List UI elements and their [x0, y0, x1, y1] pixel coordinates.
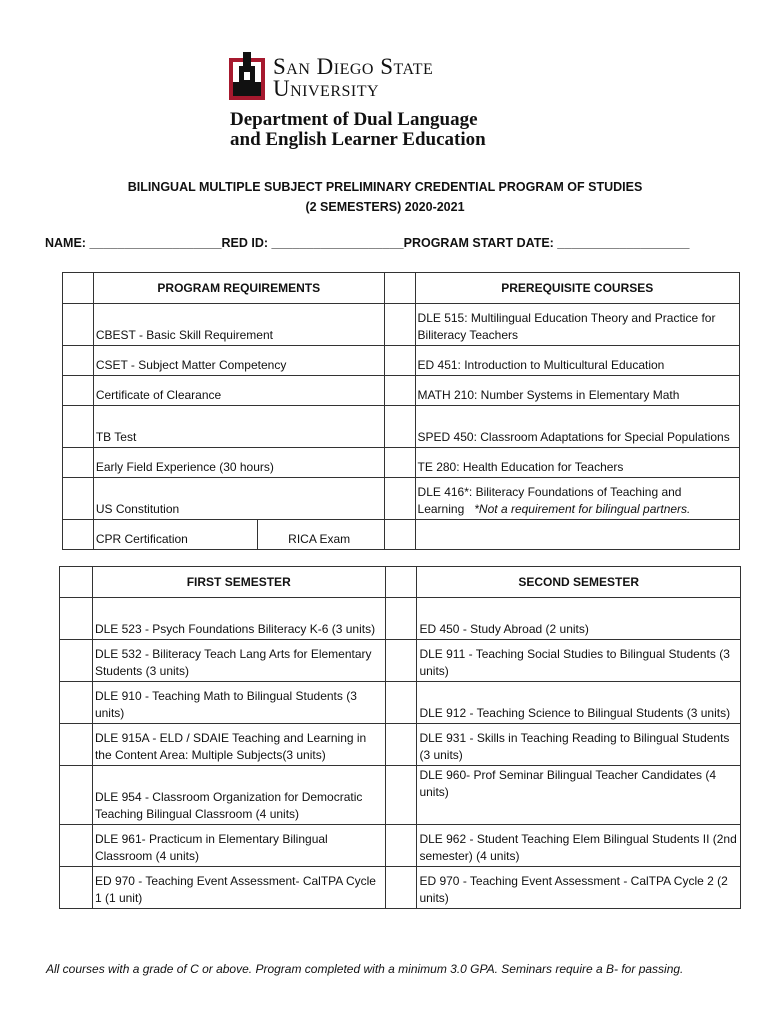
check-cell[interactable]	[63, 406, 94, 448]
first-semester-course: DLE 523 - Psych Foundations Biliteracy K-6 (3 units)	[92, 598, 385, 640]
table-row	[60, 867, 741, 909]
check-cell[interactable]	[385, 825, 417, 867]
check-cell[interactable]	[63, 520, 94, 550]
doc-title-line2: (2 SEMESTERS) 2020-2021	[305, 200, 465, 214]
second-semester-course: DLE 912 - Teaching Science to Bilingual Students (3 units)	[417, 682, 741, 724]
check-cell[interactable]	[63, 376, 94, 406]
check-cell[interactable]	[63, 273, 94, 304]
check-cell[interactable]	[60, 867, 93, 909]
doc-title-line1: BILINGUAL MULTIPLE SUBJECT PRELIMINARY CREDENTIAL PROGRAM OF STUDIES	[127, 180, 643, 194]
course-cell: ED 451: Introduction to Multicultural Education	[415, 346, 739, 376]
check-cell[interactable]	[384, 304, 415, 346]
prerequisite-courses-header: PREREQUISITE COURSES	[415, 273, 739, 304]
check-cell[interactable]	[60, 567, 93, 598]
check-cell[interactable]	[384, 273, 415, 304]
requirement-cell: CPR Certification	[93, 520, 257, 550]
check-cell[interactable]	[385, 724, 417, 766]
table-row	[63, 478, 740, 520]
dept-line1: Department of Dual Language	[230, 109, 478, 130]
check-cell[interactable]	[60, 724, 93, 766]
check-cell[interactable]	[385, 598, 417, 640]
table-row	[63, 346, 740, 376]
first-semester-course: DLE 532 - Biliteracy Teach Lang Arts for Elementary Students (3 units)	[92, 640, 385, 682]
second-semester-course: ED 450 - Study Abroad (2 units)	[417, 598, 741, 640]
check-cell[interactable]	[63, 346, 94, 376]
sdsu-logo-icon	[229, 52, 265, 100]
second-semester-header: SECOND SEMESTER	[417, 567, 741, 598]
table-row	[60, 825, 741, 867]
check-cell[interactable]	[385, 766, 417, 825]
second-semester-course: DLE 911 - Teaching Social Studies to Bilingual Students (3 units)	[417, 640, 741, 682]
check-cell[interactable]	[384, 520, 415, 550]
university-line2: University	[273, 76, 380, 101]
requirement-cell: Certificate of Clearance	[93, 376, 384, 406]
first-semester-course: DLE 910 - Teaching Math to Bilingual Students (3 units)	[92, 682, 385, 724]
dept-line2: and English Learner Education	[230, 129, 486, 150]
requirement-cell: CBEST - Basic Skill Requirement	[93, 304, 384, 346]
second-semester-course: DLE 931 - Skills in Teaching Reading to Bilingual Students (3 units)	[417, 724, 741, 766]
course-cell: SPED 450: Classroom Adaptations for Special Populations	[415, 406, 739, 448]
department-name	[230, 110, 486, 150]
check-cell[interactable]	[384, 448, 415, 478]
check-cell[interactable]	[60, 598, 93, 640]
check-cell[interactable]	[60, 640, 93, 682]
requirements-table	[62, 272, 740, 550]
table-row	[63, 304, 740, 346]
check-cell[interactable]	[63, 304, 94, 346]
semester-table	[59, 566, 741, 909]
second-semester-course: DLE 960- Prof Seminar Bilingual Teacher Candidates (4 units)	[417, 766, 741, 825]
university-line1: San Diego State	[273, 54, 434, 79]
table-row	[63, 520, 740, 550]
second-semester-course: ED 970 - Teaching Event Assessment - CalTPA Cycle 2 (2 units)	[417, 867, 741, 909]
second-semester-course: DLE 962 - Student Teaching Elem Bilingual Students II (2nd semester) (4 units)	[417, 825, 741, 867]
table-row	[60, 598, 741, 640]
check-cell[interactable]	[385, 567, 417, 598]
requirement-cell: CSET - Subject Matter Competency	[93, 346, 384, 376]
first-semester-course: DLE 915A - ELD / SDAIE Teaching and Learning in the Content Area: Multiple Subjects(3 units)	[92, 724, 385, 766]
first-semester-course: DLE 961- Practicum in Elementary Bilingual Classroom (4 units)	[92, 825, 385, 867]
check-cell[interactable]	[60, 766, 93, 825]
table-row	[60, 724, 741, 766]
check-cell[interactable]	[384, 376, 415, 406]
student-fields-line: NAME: ___________________RED ID: ___________________PROGRAM START DATE: ___________________	[45, 236, 690, 250]
table-row	[63, 406, 740, 448]
check-cell[interactable]	[63, 448, 94, 478]
program-requirements-header: PROGRAM REQUIREMENTS	[93, 273, 384, 304]
requirement-cell: RICA Exam	[258, 520, 385, 550]
table-header-row	[63, 273, 740, 304]
footer-note: All courses with a grade of C or above. Program completed with a minimum 3.0 GPA. Seminars require a B- for passing.	[46, 962, 684, 976]
course-note: *Not a requirement for bilingual partners.	[474, 502, 691, 516]
check-cell[interactable]	[60, 682, 93, 724]
requirement-cell: Early Field Experience (30 hours)	[93, 448, 384, 478]
course-cell: DLE 515: Multilingual Education Theory and Practice for Biliteracy Teachers	[415, 304, 739, 346]
table-row	[60, 640, 741, 682]
check-cell[interactable]	[60, 825, 93, 867]
table-row	[63, 376, 740, 406]
check-cell[interactable]	[385, 682, 417, 724]
first-semester-course: DLE 954 - Classroom Organization for Democratic Teaching Bilingual Classroom (4 units)	[92, 766, 385, 825]
check-cell[interactable]	[384, 478, 415, 520]
requirement-cell: US Constitution	[93, 478, 384, 520]
check-cell[interactable]	[384, 346, 415, 376]
course-text: DLE 416*: Biliteracy Foundations of Teaching and Learning	[417, 485, 682, 516]
university-name	[273, 56, 433, 100]
first-semester-header: FIRST SEMESTER	[92, 567, 385, 598]
table-header-row	[60, 567, 741, 598]
course-cell: TE 280: Health Education for Teachers	[415, 448, 739, 478]
check-cell[interactable]	[385, 640, 417, 682]
table-row	[60, 766, 741, 825]
check-cell[interactable]	[385, 867, 417, 909]
course-cell	[415, 520, 739, 550]
check-cell[interactable]	[384, 406, 415, 448]
course-cell: MATH 210: Number Systems in Elementary Math	[415, 376, 739, 406]
requirement-cell: TB Test	[93, 406, 384, 448]
first-semester-course: ED 970 - Teaching Event Assessment- CalTPA Cycle 1 (1 unit)	[92, 867, 385, 909]
check-cell[interactable]	[63, 478, 94, 520]
course-cell	[415, 478, 739, 520]
table-row	[60, 682, 741, 724]
table-row	[63, 448, 740, 478]
